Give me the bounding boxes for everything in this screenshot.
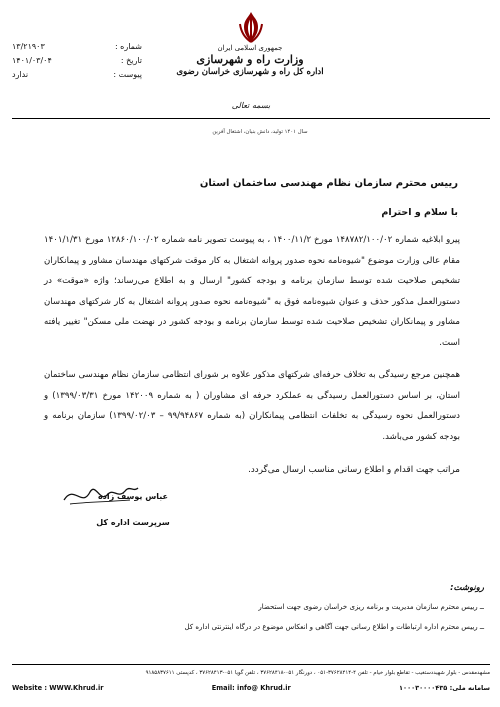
ministry-name: وزارت راه و شهرسازی [196, 52, 304, 66]
footer-address: مشهدمقدس - بلوار شهیددستغیب - تقاطع بلوار خیام - تلفن ۴-۳۷۶۲۸۴۱۴-۰۵۱ ، دورنگار ۰۵۱-۳۷۶۲۸۴۱۸ ، تلفن گویا ۰۵۱-۳۷۶۲۸۴۱۳ ، کدپستی ۹۱۸۵۸۳۷۶۱۱ [145, 670, 490, 676]
meta-date-row [12, 54, 142, 68]
sms-number: سامانه ملی: ۱۰۰۰۳۰۰۰۰۴۳۵ [399, 684, 490, 692]
footer-divider [12, 664, 490, 665]
country-name: جمهوری اسلامی ایران [217, 44, 283, 52]
bismillah: بسمه تعالی [231, 101, 271, 110]
iran-emblem-icon [236, 10, 266, 44]
meta-number-row [12, 40, 142, 54]
body-paragraph-1: پیرو ابلاغیه شماره ۱۴۸۷۸۲/۱۰۰/۰۲ مورخ ۱۴۰۰/۱۱/۲ ، به پیوست تصویر نامه شماره ۱۲۸۶۰/۱۰۰/۰۲ مورخ ۱۴۰۱/۱/۳۱ مقام عالی وزارت موضوع "شیوه‌نامه نحوه صدور پروانه اشتغال به کار موقت شرکتهای مهندسان مشاور و پیمانکاران تشخیص صلاحیت شده توسط سازمان برنامه و بودجه کشور" ارسال و به اطلاع می‌رساند؛ واژه «موقت» در دستورالعمل مذکور حذف و عنوان شیوه‌نامه فوق به "شیوه‌نامه نحوه صدور پروانه اشتغال به کار شرکتهای مهندسان مشاور و پیمانکاران تشخیص صلاحیت شده توسط سازمان برنامه و بودجه کشور در نهضت ملی مسکن" تغییر یافته است. [44, 235, 460, 348]
cc-item: ــ رییس محترم اداره ارتباطات و اطلاع رسانی جهت آگاهی و انعکاس موضوع در درگاه اینترنتی اداره کل [184, 623, 484, 631]
cc-item: ــ رییس محترم سازمان مدیریت و برنامه ریزی خراسان رضوی جهت استحضار [258, 603, 484, 611]
letter-number: ۱۳/۲۱۹۰۳ [12, 42, 45, 51]
letter-meta [12, 40, 142, 82]
website-link[interactable]: Website : WWW.Khrud.ir [12, 684, 104, 692]
letter-date: ۱۴۰۱/۰۳/۰۴ [12, 56, 52, 65]
letter-date-label: تاریخ : [120, 56, 142, 65]
footer-contact [12, 683, 490, 693]
letter-number-label: شماره : [114, 42, 142, 51]
ministry-header [160, 44, 340, 77]
attachment-label: پیوست : [113, 70, 142, 79]
greeting: با سلام و احترام [381, 207, 458, 218]
year-slogan: سال ۱۴۰۱ تولید، دانش بنیان، اشتغال آفرین [212, 129, 308, 135]
body-paragraph-2: همچنین مرجع رسیدگی به تخلاف حرفه‌ای شرکتهای مذکور علاوه بر شورای انتظامی سازمان نظام مهندسی ساختمان استان، بر اساس دستورالعمل رسیدگی به عملکرد حرفه ای مشاوران ( به شماره ۱۴۲۰۰۹ مورخ ۱۳۹۹/۰۳/۳۱) و دستورالعمل نحوه رسیدگی به تخلفات انتظامی پیمانکاران (به شماره ۹۹/۹۴۸۶۷ – ۱۳۹۹/۰۲/۰۳) سازمان برنامه و بودجه کشور می‌باشد. [44, 370, 460, 442]
cc-title: رونوشت: [450, 583, 484, 593]
signer-name: عباس یوسف زاده [98, 492, 168, 501]
closing-line: مراتب جهت اقدام و اطلاع رسانی مناسب ارسال می‌گردد. [248, 465, 460, 475]
signer-title: سرپرست اداره کل [96, 518, 170, 527]
attachment-value: ندارد [12, 70, 29, 79]
email-link[interactable]: Email: info@ Khrud.ir [211, 684, 291, 692]
header-divider [12, 118, 490, 119]
addressee: رییس محترم سازمان نظام مهندسی ساختمان استان [199, 178, 458, 189]
meta-attachment-row [12, 68, 142, 82]
directorate-name: اداره کل راه و شهرسازی خراسان رضوی [176, 66, 324, 77]
